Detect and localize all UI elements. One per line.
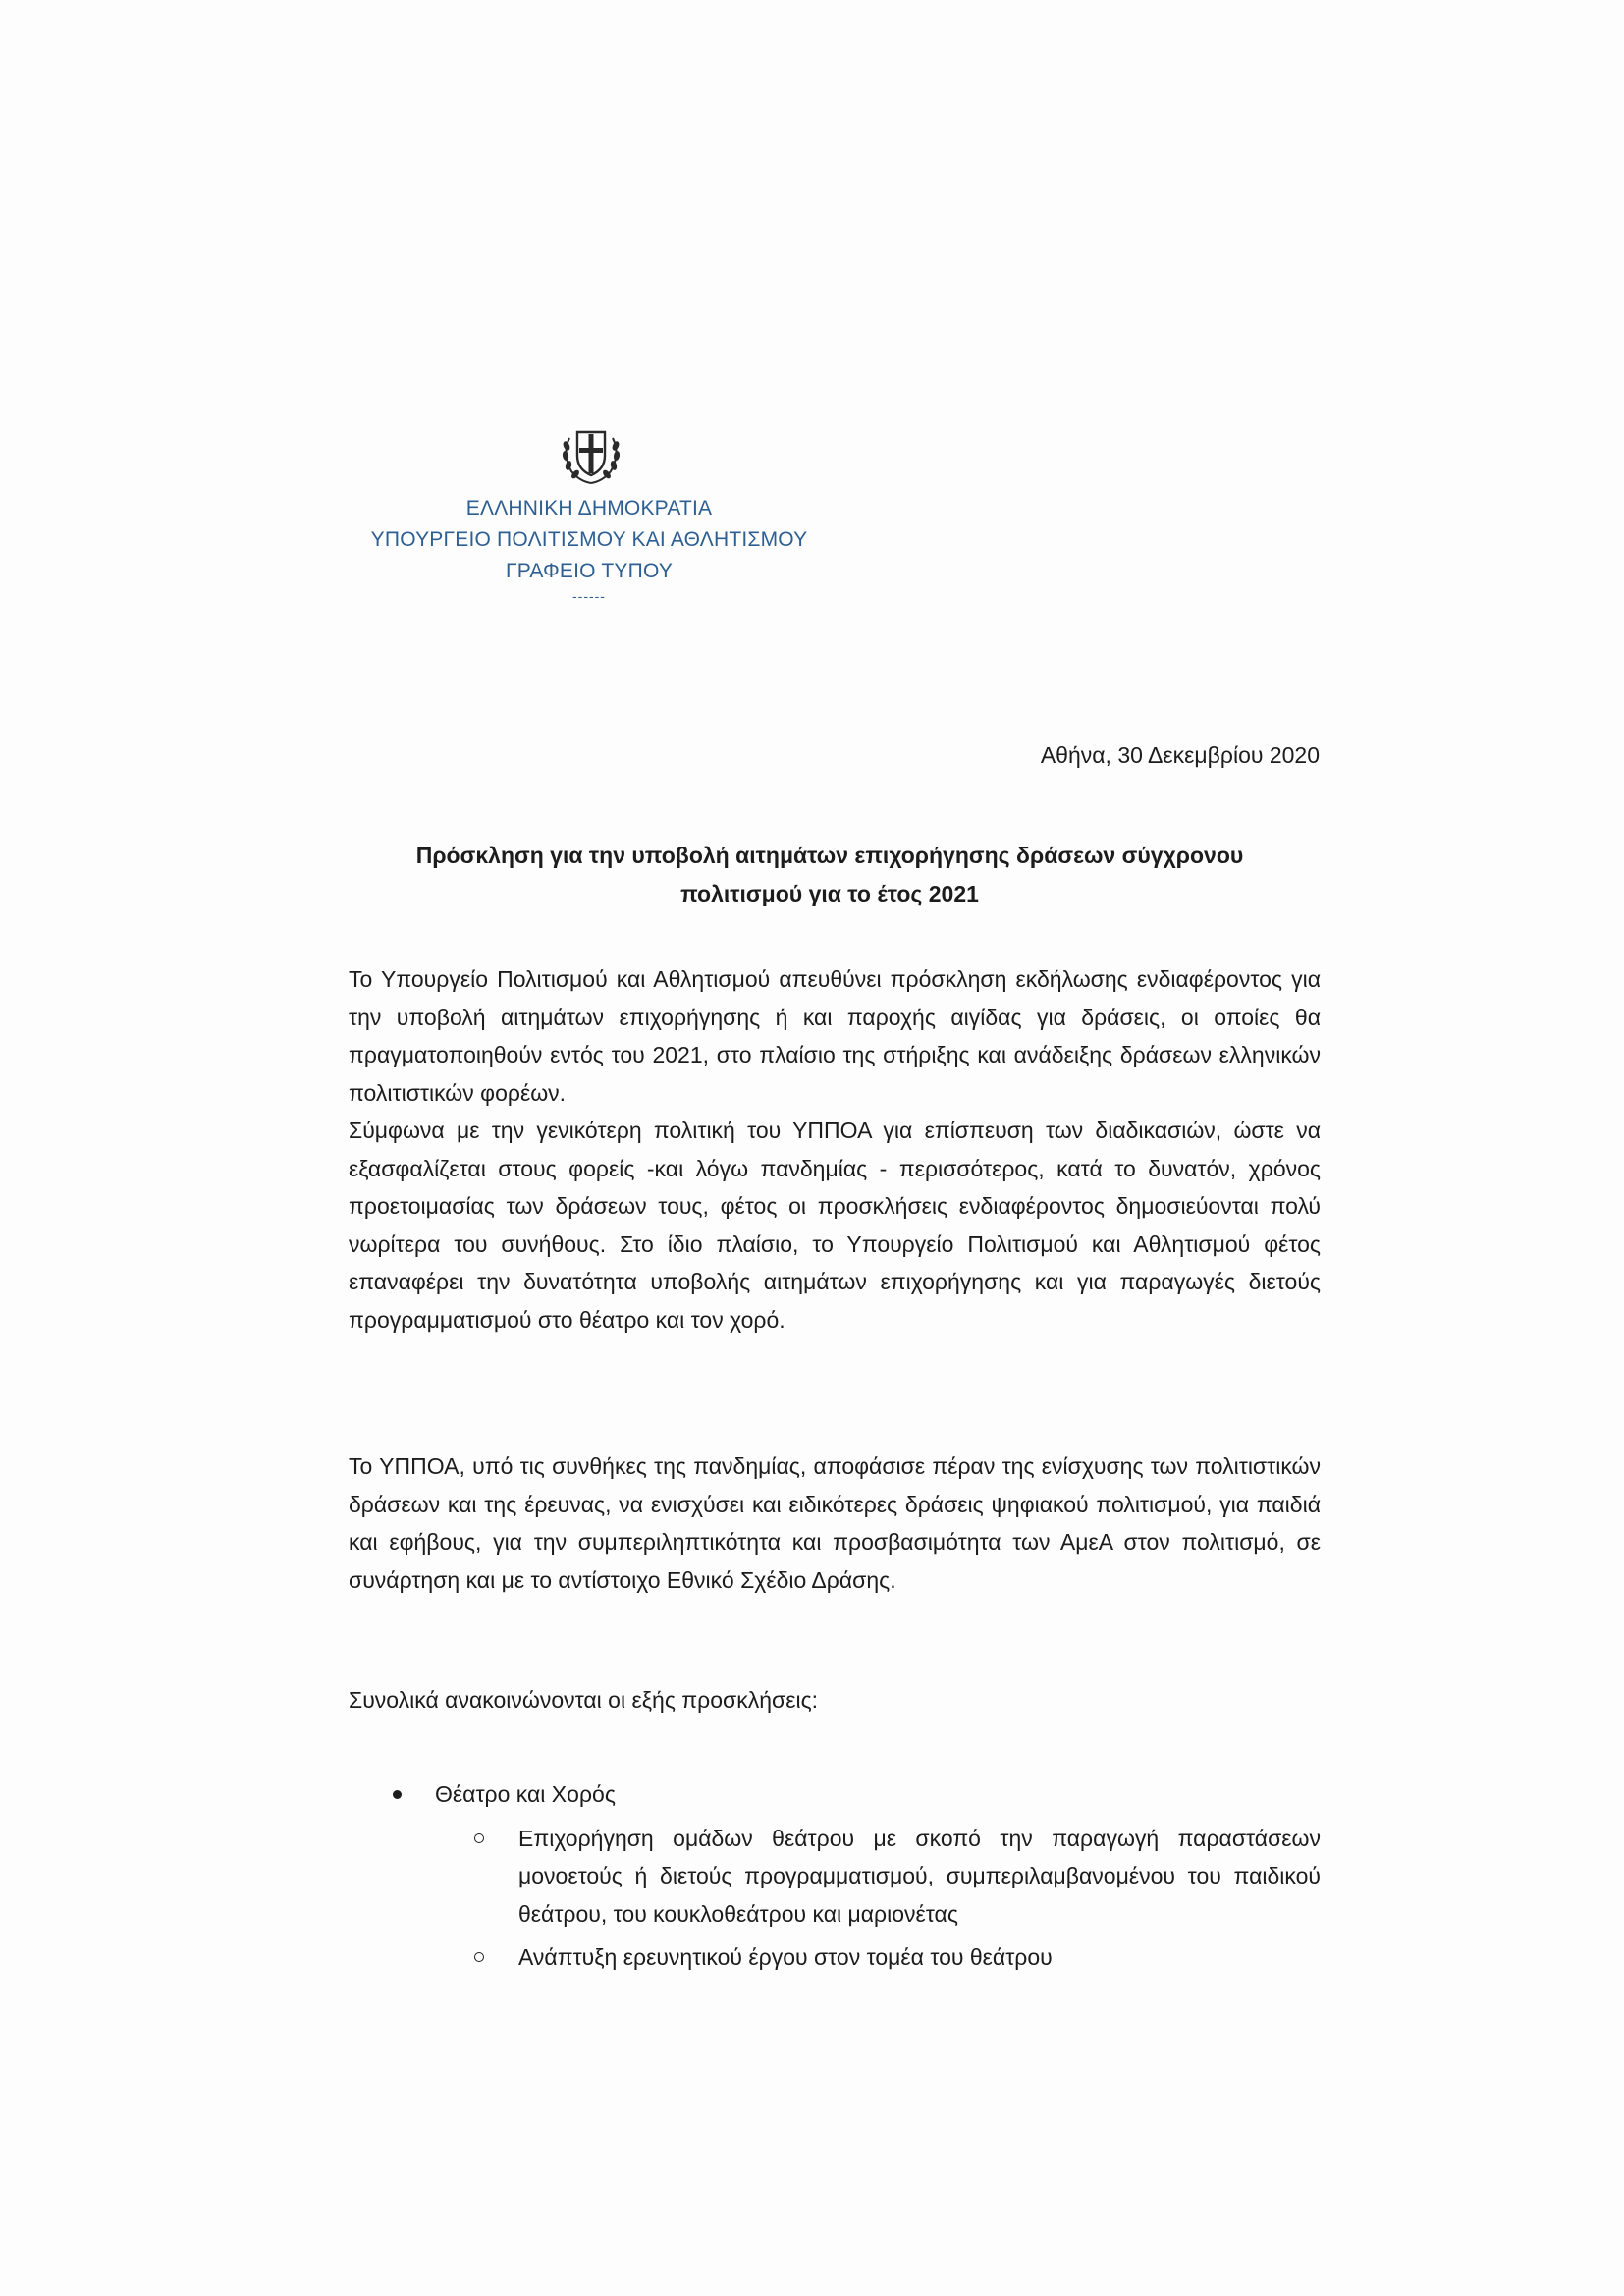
- list-item: [349, 1776, 1321, 1977]
- bullet-icon: [393, 1790, 402, 1799]
- paragraph-1-text: Το Υπουργείο Πολιτισμού και Αθλητισμού απευθύνει πρόσκληση εκδήλωσης ενδιαφέροντος για την υποβολή αιτημάτων επιχορήγησης ή και παροχής αιγίδας για δράσεις, οι οποίες θα πραγματοποιηθούν εντός του 2021, στο πλαίσιο της στήριξης και ανάδειξης δράσεων ελληνικών πολιτιστικών φορέων.: [349, 966, 1321, 1106]
- paragraph-2: Το ΥΠΠΟΑ, υπό τις συνθήκες της πανδημίας, αποφάσισε πέραν της ενίσχυσης των πολιτιστικών δράσεων και της έρευνας, να ενισχύσει και ειδικότερες δράσεις ψηφιακού πολιτισμού, για παιδιά και εφήβους, για την συμπεριληπτικότητα και προσβασιμότητα των ΑμεΑ στον πολιτισμό, σε συνάρτηση και με το αντίστοιχο Εθνικό Σχέδιο Δράσης.: [349, 1453, 1321, 1593]
- letterhead-office: ΓΡΑΦΕΙΟ ΤΥΠΟΥ: [505, 560, 674, 582]
- sub-list: [435, 1820, 1321, 1977]
- paragraph-1b-text: Σύμφωνα με την γενικότερη πολιτική του ΥΠΠΟΑ για επίσπευση των διαδικασιών, ώστε να εξασφαλίζεται στους φορείς -και λόγω πανδημίας - περισσότερος, κατά το δυνατόν, χρόνος προετοιμασίας των δράσεων τους, φέτος οι προσκλήσεις ενδιαφέροντος δημοσιεύονται πολύ νωρίτερα του συνήθους. Στο ίδιο πλαίσιο, το Υπουργείο Πολιτισμού και Αθλητισμού φέτος επαναφέρει την δυνατότητα υποβολής αιτημάτων επιχορήγησης και για παραγωγές διετούς προγραμματισμού στο θέατρο και τον χορό.: [349, 1118, 1321, 1333]
- document-title: [349, 837, 1311, 913]
- paragraph-1: [349, 960, 1321, 1339]
- document-title-line-1: Πρόσκληση για την υποβολή αιτημάτων επιχορήγησης δράσεων σύγχρονου: [415, 843, 1244, 868]
- list-item-label: Θέατρο και Χορός: [435, 1781, 616, 1807]
- circle-bullet-icon: [474, 1952, 484, 1962]
- paragraph-3: Συνολικά ανακοινώνονται οι εξής προσκλήσεις:: [349, 1687, 819, 1713]
- document-date: Αθήνα, 30 Δεκεμβρίου 2020: [1040, 742, 1320, 768]
- greek-state-emblem-icon: [558, 420, 624, 487]
- sub-list-item: [435, 1939, 1321, 1977]
- sub-list-item: [435, 1820, 1321, 1934]
- letterhead-ministry: ΥΠΟΥΡΓΕΙΟ ΠΟΛΙΤΙΣΜΟΥ ΚΑΙ ΑΘΛΗΤΙΣΜΟΥ: [370, 528, 808, 551]
- calls-list: [349, 1776, 1321, 1983]
- sub-list-item-text: Ανάπτυξη ερευνητικού έργου στον τομέα του θεάτρου: [518, 1944, 1053, 1970]
- circle-bullet-icon: [474, 1833, 484, 1843]
- sub-list-item-text: Επιχορήγηση ομάδων θεάτρου με σκοπό την παραγωγή παραστάσεων μονοετούς ή διετούς προγραμματισμού, συμπεριλαμβανομένου του παιδικού θεάτρου, του κουκλοθεάτρου και μαριονέτας: [518, 1825, 1321, 1927]
- letterhead: [353, 493, 825, 605]
- document-title-line-2: πολιτισμού για το έτος 2021: [680, 881, 979, 906]
- letterhead-separator: ------: [572, 588, 606, 604]
- letterhead-country: ΕΛΛΗΝΙΚΗ ΔΗΜΟΚΡΑΤΙΑ: [465, 497, 713, 519]
